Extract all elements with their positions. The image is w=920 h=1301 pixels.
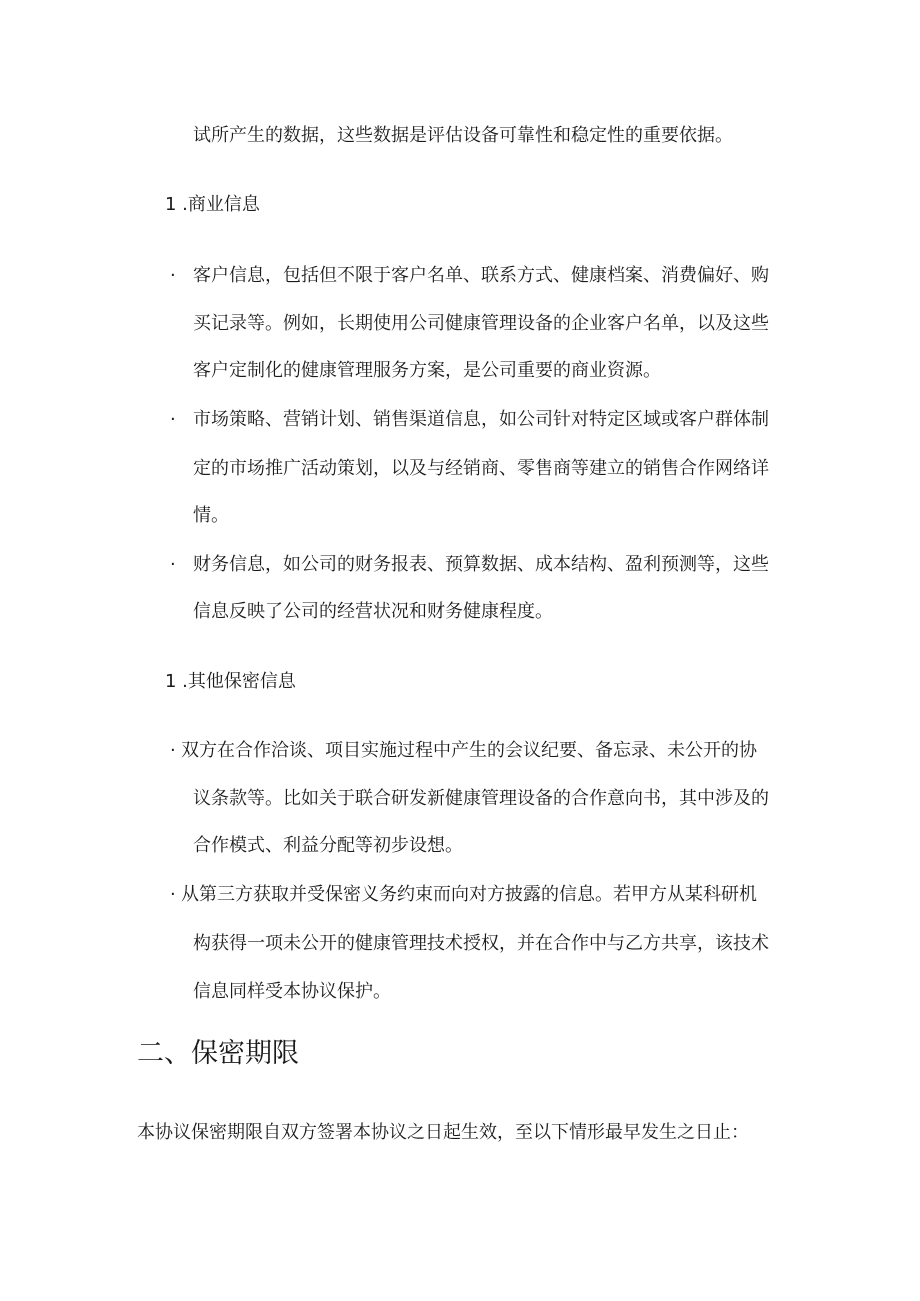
bullet-dot-icon: · bbox=[170, 884, 176, 905]
bullet-dot-icon: · bbox=[170, 554, 176, 575]
bullet-text-line: 客户信息，包括但不限于客户名单、联系方式、健康档案、消费偏好、购 bbox=[193, 265, 769, 286]
paragraph-line: 试所产生的数据，这些数据是评估设备可靠性和稳定性的重要依据。 bbox=[193, 125, 733, 146]
section-heading-confidentiality-period: 二、保密期限 bbox=[137, 1038, 299, 1069]
bullet-text-line: 议条款等。比如关于联合研发新健康管理设备的合作意向书，其中涉及的 bbox=[193, 788, 769, 809]
bullet-dot-icon: · bbox=[170, 409, 176, 430]
bullet-text-line: 买记录等。例如，长期使用公司健康管理设备的企业客户名单，以及这些 bbox=[193, 313, 769, 334]
bullet-text-line: 信息反映了公司的经营状况和财务健康程度。 bbox=[193, 601, 553, 622]
bullet-text-line: 财务信息，如公司的财务报表、预算数据、成本结构、盈利预测等，这些 bbox=[193, 554, 769, 575]
bullet-text-line: 定的市场推广活动策划，以及与经销商、零售商等建立的销售合作网络详 bbox=[193, 458, 769, 479]
section-heading-business-info: 1 .商业信息 bbox=[165, 194, 260, 215]
section-heading-other-confidential-info: 1 .其他保密信息 bbox=[165, 671, 296, 692]
bullet-text-line: 合作模式、利益分配等初步设想。 bbox=[193, 835, 463, 856]
paragraph-line: 本协议保密期限自双方签署本协议之日起生效，至以下情形最早发生之日止： bbox=[137, 1122, 749, 1143]
bullet-text-line: 从第三方获取并受保密义务约束而向对方披露的信息。若甲方从某科研机 bbox=[181, 884, 757, 905]
bullet-text-line: 客户定制化的健康管理服务方案，是公司重要的商业资源。 bbox=[193, 360, 661, 381]
bullet-text-line: 市场策略、营销计划、销售渠道信息，如公司针对特定区域或客户群体制 bbox=[193, 409, 769, 430]
bullet-text-line: 情。 bbox=[193, 505, 229, 526]
bullet-text-line: 双方在合作洽谈、项目实施过程中产生的会议纪要、备忘录、未公开的协 bbox=[181, 740, 757, 761]
bullet-dot-icon: · bbox=[170, 265, 176, 286]
bullet-text-line: 信息同样受本协议保护。 bbox=[193, 981, 391, 1002]
bullet-dot-icon: · bbox=[170, 740, 176, 761]
bullet-text-line: 构获得一项未公开的健康管理技术授权，并在合作中与乙方共享，该技术 bbox=[193, 933, 769, 954]
